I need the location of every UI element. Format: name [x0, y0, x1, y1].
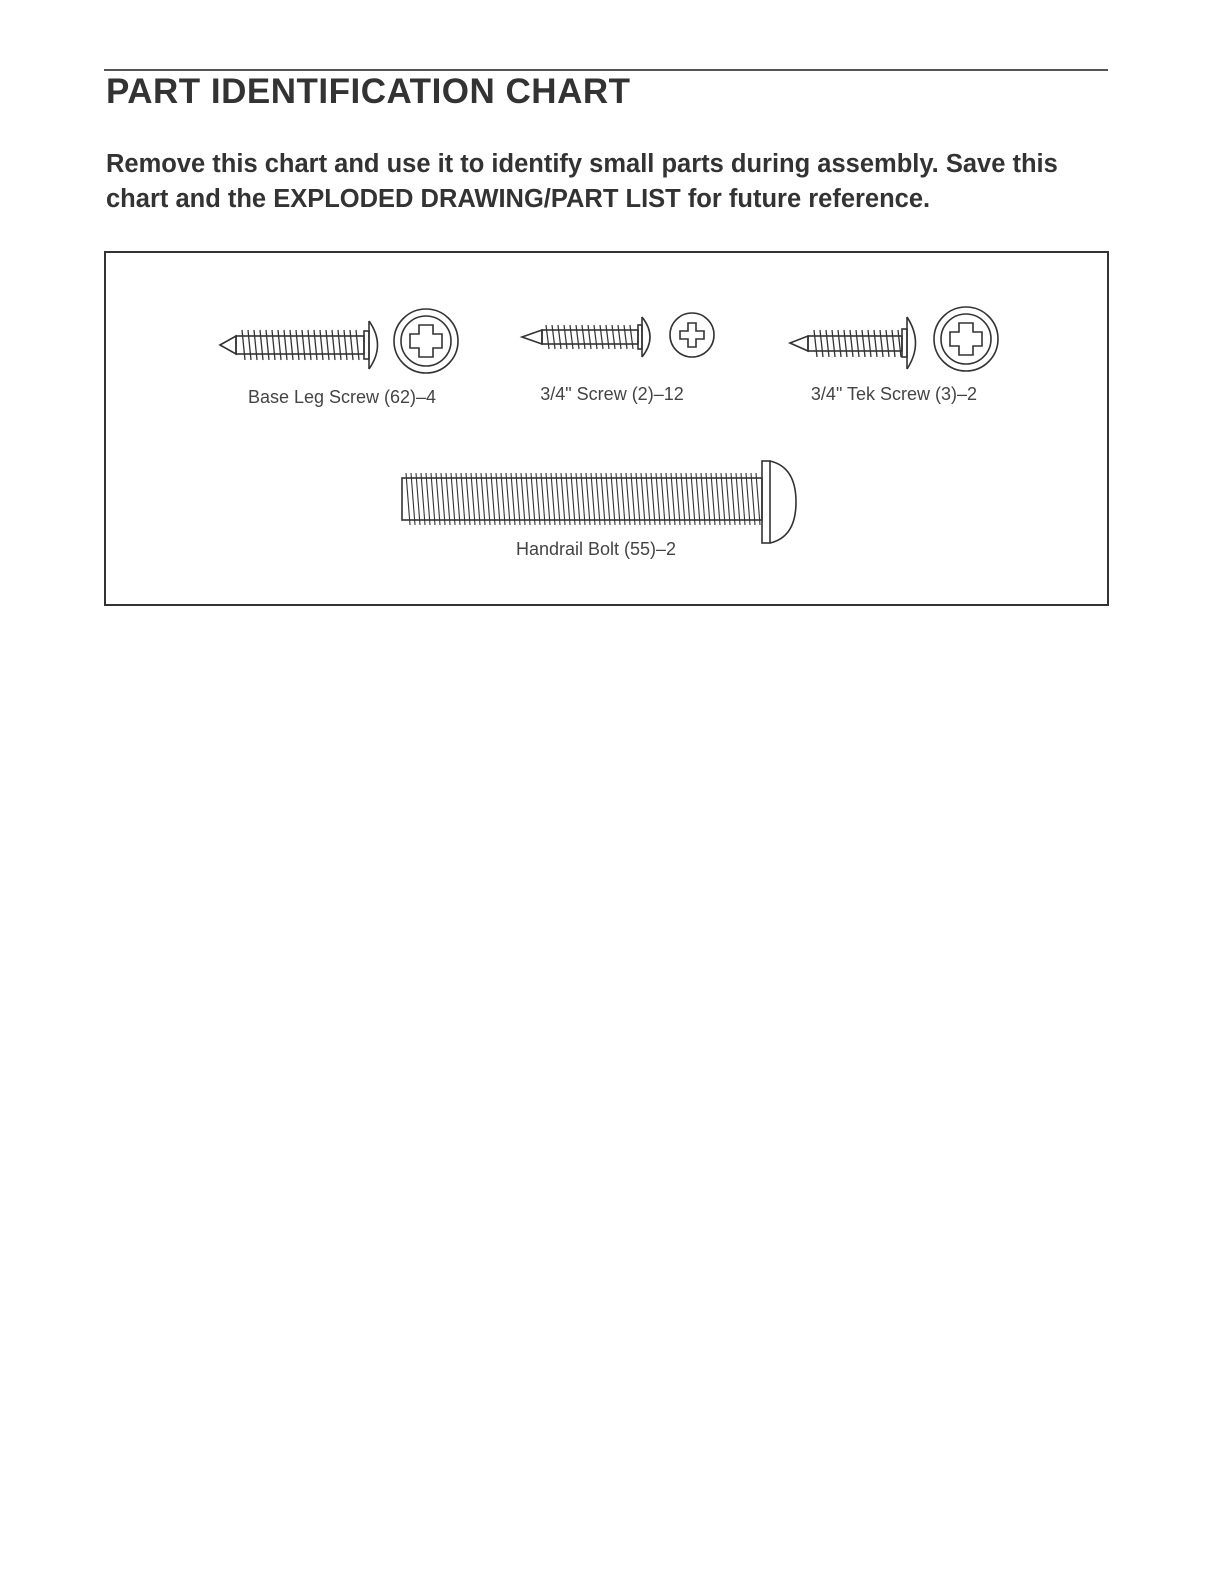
thread-line	[631, 473, 635, 525]
thread-line	[516, 473, 520, 525]
thread-line	[606, 473, 610, 525]
thread-line	[721, 473, 725, 525]
part-label: Base Leg Screw (62)–4	[247, 387, 437, 407]
thread-line	[820, 330, 823, 357]
thread-line	[456, 473, 460, 525]
thread-line	[751, 473, 755, 525]
thread-line	[272, 330, 275, 360]
thread-line	[856, 330, 859, 357]
thread-line	[436, 473, 440, 525]
thread-line	[588, 325, 591, 349]
thread-line	[706, 473, 710, 525]
thread-line	[260, 330, 263, 360]
thread-line	[756, 473, 760, 525]
thread-line	[681, 473, 685, 525]
thread-line	[862, 330, 865, 357]
thread-line	[838, 330, 841, 357]
thread-line	[844, 330, 847, 357]
thread-line	[814, 330, 817, 357]
thread-line	[726, 473, 730, 525]
thread-line	[731, 473, 735, 525]
thread-line	[656, 473, 660, 525]
thread-line	[431, 473, 435, 525]
thread-line	[686, 473, 690, 525]
thread-line	[242, 330, 245, 360]
thread-line	[426, 473, 430, 525]
thread-line	[576, 473, 580, 525]
thread-line	[290, 330, 293, 360]
thread-line	[501, 473, 505, 525]
thread-line	[671, 473, 675, 525]
thread-line	[266, 330, 269, 360]
thread-line	[344, 330, 347, 360]
base-leg-screw-icon	[214, 303, 474, 383]
thread-line	[471, 473, 475, 525]
part-label: 3/4" Tek Screw (3)–2	[810, 384, 978, 404]
thread-line	[576, 325, 579, 349]
thread-line	[350, 330, 353, 360]
thread-line	[314, 330, 317, 360]
thread-line	[561, 473, 565, 525]
thread-line	[666, 473, 670, 525]
thread-line	[531, 473, 535, 525]
thread-line	[570, 325, 573, 349]
thread-line	[696, 473, 700, 525]
thread-line	[451, 473, 455, 525]
thread-line	[338, 330, 341, 360]
thread-line	[868, 330, 871, 357]
thread-line	[880, 330, 883, 357]
thread-line	[254, 330, 257, 360]
thread-line	[624, 325, 627, 349]
thread-line	[571, 473, 575, 525]
tek-screw-icon	[786, 303, 1016, 383]
thread-line	[308, 330, 311, 360]
thread-line	[461, 473, 465, 525]
part-chart-box	[104, 251, 1109, 606]
thread-line	[406, 473, 410, 525]
thread-line	[586, 473, 590, 525]
thread-line	[476, 473, 480, 525]
page-title: PART IDENTIFICATION CHART	[106, 72, 631, 111]
thread-line	[556, 473, 560, 525]
thread-line	[601, 473, 605, 525]
thread-line	[411, 473, 415, 525]
intro-paragraph: Remove this chart and use it to identify small parts during assembly. Save this chart and the EXPLODED DRAWING/PART LIST for future reference.	[106, 150, 1058, 213]
thread-line	[691, 473, 695, 525]
handrail-bolt-icon	[396, 445, 816, 545]
thread-line	[661, 473, 665, 525]
thread-line	[676, 473, 680, 525]
part-3-4-screw	[486, 253, 786, 423]
top-rule	[104, 69, 1108, 71]
thread-line	[618, 325, 621, 349]
thread-line	[646, 473, 650, 525]
thread-line	[320, 330, 323, 360]
thread-line	[596, 473, 600, 525]
thread-line	[521, 473, 525, 525]
thread-line	[446, 473, 450, 525]
thread-line	[616, 473, 620, 525]
thread-line	[892, 330, 895, 357]
thread-line	[332, 330, 335, 360]
thread-line	[296, 330, 299, 360]
thread-line	[248, 330, 251, 360]
thread-line	[558, 325, 561, 349]
thread-line	[736, 473, 740, 525]
thread-line	[898, 330, 901, 357]
thread-line	[526, 473, 530, 525]
thread-line	[850, 330, 853, 357]
thread-line	[600, 325, 603, 349]
thread-line	[636, 473, 640, 525]
thread-line	[326, 330, 329, 360]
thread-line	[441, 473, 445, 525]
part-label: Handrail Bolt (55)–2	[515, 539, 677, 559]
thread-line	[591, 473, 595, 525]
thread-line	[552, 325, 555, 349]
thread-line	[626, 473, 630, 525]
thread-line	[278, 330, 281, 360]
thread-line	[741, 473, 745, 525]
thread-line	[551, 473, 555, 525]
thread-line	[566, 473, 570, 525]
thread-line	[506, 473, 510, 525]
thread-line	[611, 473, 615, 525]
part-handrail-bolt	[386, 433, 836, 583]
thread-line	[746, 473, 750, 525]
thread-line	[582, 325, 585, 349]
thread-line	[356, 330, 359, 360]
thread-line	[546, 325, 549, 349]
thread-line	[466, 473, 470, 525]
screw-3-4-icon	[520, 309, 720, 379]
thread-line	[536, 473, 540, 525]
thread-line	[546, 473, 550, 525]
thread-line	[496, 473, 500, 525]
thread-line	[486, 473, 490, 525]
thread-line	[491, 473, 495, 525]
thread-line	[302, 330, 305, 360]
part-label: 3/4" Screw (2)–12	[540, 384, 684, 404]
thread-line	[651, 473, 655, 525]
thread-line	[630, 325, 633, 349]
thread-line	[711, 473, 715, 525]
thread-line	[641, 473, 645, 525]
thread-line	[716, 473, 720, 525]
part-base-leg-screw	[106, 253, 506, 423]
thread-line	[541, 473, 545, 525]
thread-line	[284, 330, 287, 360]
thread-line	[421, 473, 425, 525]
thread-line	[826, 330, 829, 357]
thread-line	[416, 473, 420, 525]
thread-line	[701, 473, 705, 525]
thread-line	[832, 330, 835, 357]
thread-line	[564, 325, 567, 349]
thread-line	[886, 330, 889, 357]
thread-line	[874, 330, 877, 357]
thread-line	[594, 325, 597, 349]
thread-line	[481, 473, 485, 525]
thread-line	[606, 325, 609, 349]
part-3-4-tek-screw	[766, 253, 1086, 423]
thread-line	[612, 325, 615, 349]
thread-line	[511, 473, 515, 525]
thread-line	[581, 473, 585, 525]
thread-line	[621, 473, 625, 525]
